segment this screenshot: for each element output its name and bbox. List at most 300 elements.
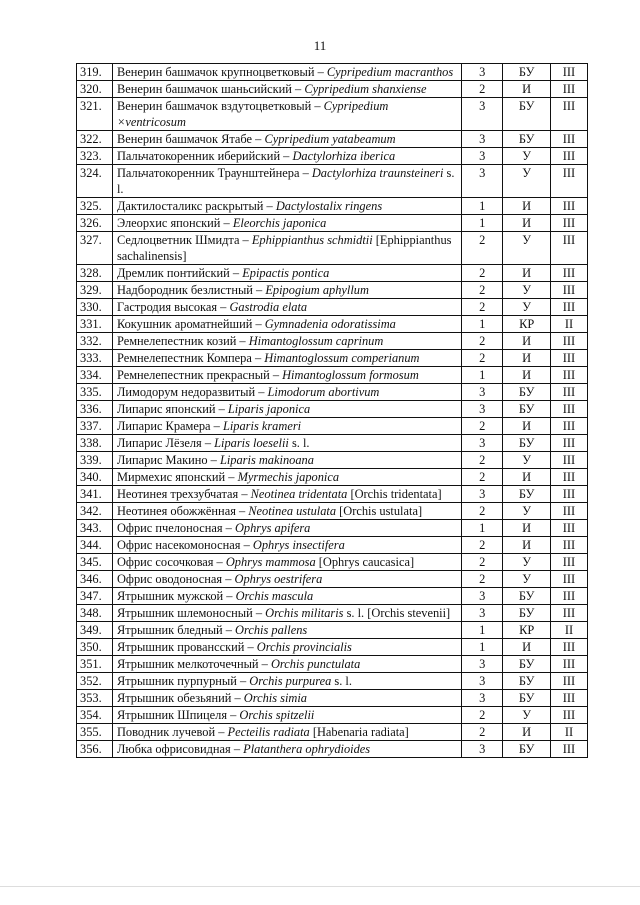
priority-value: III (550, 350, 587, 367)
russian-name: Ятрышник пурпурный (116, 674, 237, 688)
priority-value: III (550, 605, 587, 622)
russian-name: Ремнелепестник прекрасный (116, 368, 270, 382)
species-name (112, 418, 461, 435)
table-row (77, 537, 588, 554)
priority-value: III (550, 333, 587, 350)
table-row (77, 81, 588, 98)
row-number: 350. (77, 639, 113, 656)
priority-value: III (550, 215, 587, 232)
russian-name: Липарис японский (116, 402, 216, 416)
status-value: И (503, 639, 551, 656)
russian-name: Венерин башмачок крупноцветковый (116, 65, 315, 79)
status-value: БУ (503, 486, 551, 503)
category-value: 3 (462, 588, 503, 605)
status-value: И (503, 333, 551, 350)
name-separator: – (252, 283, 266, 297)
category-value: 2 (462, 418, 503, 435)
name-note: [Ophrys caucasica] (315, 555, 415, 569)
latin-name: Himantoglossum caprinum (248, 334, 384, 348)
status-value: БУ (503, 741, 551, 758)
latin-name: Himantoglossum formosum (282, 368, 419, 382)
table-row (77, 367, 588, 384)
row-number: 346. (77, 571, 113, 588)
priority-value: III (550, 232, 587, 265)
latin-name: Orchis spitzelii (239, 708, 315, 722)
name-separator: – (227, 708, 240, 722)
name-note: s. l. [Orchis stevenii] (343, 606, 451, 620)
latin-name: Pecteilis radiata (227, 725, 310, 739)
species-name (112, 215, 461, 232)
latin-name: Orchis purpurea (249, 674, 332, 688)
status-value: И (503, 215, 551, 232)
name-separator: – (269, 368, 283, 382)
row-number: 354. (77, 707, 113, 724)
category-value: 3 (462, 605, 503, 622)
category-value: 2 (462, 724, 503, 741)
russian-name: Ятрышник Шпицеля (116, 708, 228, 722)
priority-value: III (550, 486, 587, 503)
species-name (112, 64, 461, 81)
name-note: s. l. (331, 674, 352, 688)
status-value: У (503, 299, 551, 316)
species-name (112, 537, 461, 554)
name-separator: – (252, 132, 265, 146)
page-number: 11 (313, 38, 327, 53)
status-value: БУ (503, 656, 551, 673)
row-number: 356. (77, 741, 113, 758)
name-separator: – (238, 487, 251, 501)
russian-name: Ятрышник бледный (116, 623, 223, 637)
table-row (77, 520, 588, 537)
table-row (77, 418, 588, 435)
status-value: БУ (503, 131, 551, 148)
table-row (77, 435, 588, 452)
status-value: БУ (503, 588, 551, 605)
species-name (112, 98, 461, 131)
row-number: 335. (77, 384, 113, 401)
russian-name: Элеорхис японский (116, 216, 221, 230)
name-separator: – (215, 725, 228, 739)
species-name (112, 282, 461, 299)
category-value: 2 (462, 333, 503, 350)
latin-name: Orchis mascula (235, 589, 314, 603)
row-number: 327. (77, 232, 113, 265)
row-number: 342. (77, 503, 113, 520)
name-note: s. l. (116, 166, 455, 196)
row-number: 320. (77, 81, 113, 98)
name-separator: – (252, 606, 266, 620)
table-row (77, 673, 588, 690)
name-separator: – (299, 166, 312, 180)
status-value: И (503, 367, 551, 384)
latin-name: Orchis provincialis (256, 640, 352, 654)
russian-name: Ятрышник мужской (116, 589, 224, 603)
russian-name: Пальчатокоренник Траунштейнера (116, 166, 300, 180)
table-row (77, 571, 588, 588)
status-value: И (503, 198, 551, 215)
row-number: 336. (77, 401, 113, 418)
russian-name: Неотинея обожжённая (116, 504, 236, 518)
table-row (77, 469, 588, 486)
row-number: 331. (77, 316, 113, 333)
priority-value: III (550, 554, 587, 571)
russian-name: Кокушник ароматнейший (116, 317, 253, 331)
status-value: У (503, 148, 551, 165)
table-row (77, 333, 588, 350)
latin-name: Cypripedium yatabeamum (264, 132, 396, 146)
table-row (77, 639, 588, 656)
russian-name: Офрис пчелоносная (116, 521, 223, 535)
status-value: У (503, 707, 551, 724)
table-row (77, 707, 588, 724)
row-number: 344. (77, 537, 113, 554)
russian-name: Дремлик понтийский (116, 266, 230, 280)
priority-value: III (550, 131, 587, 148)
latin-name: Liparis japonica (227, 402, 311, 416)
name-note: s. l. (288, 436, 310, 450)
category-value: 2 (462, 265, 503, 282)
status-value: БУ (503, 690, 551, 707)
category-value: 3 (462, 656, 503, 673)
name-separator: – (244, 640, 257, 654)
latin-name: Ophrys apifera (234, 521, 311, 535)
table-row (77, 131, 588, 148)
status-value: И (503, 81, 551, 98)
russian-name: Ремнелепестник Компера (116, 351, 252, 365)
table-row (77, 299, 588, 316)
species-name (112, 316, 461, 333)
row-number: 332. (77, 333, 113, 350)
species-name (112, 367, 461, 384)
table-row (77, 282, 588, 299)
category-value: 3 (462, 435, 503, 452)
table-row (77, 316, 588, 333)
name-separator: – (291, 82, 305, 96)
status-value: И (503, 520, 551, 537)
row-number: 322. (77, 131, 113, 148)
row-number: 328. (77, 265, 113, 282)
category-value: 2 (462, 232, 503, 265)
category-value: 3 (462, 64, 503, 81)
page-bottom-edge (0, 886, 640, 887)
species-name (112, 656, 461, 673)
priority-value: III (550, 265, 587, 282)
category-value: 1 (462, 639, 503, 656)
table-row (77, 690, 588, 707)
row-number: 351. (77, 656, 113, 673)
priority-value: III (550, 690, 587, 707)
priority-value: III (550, 165, 587, 198)
species-name (112, 148, 461, 165)
latin-name: Ephippianthus schmidtii (251, 233, 373, 247)
species-name (112, 622, 461, 639)
row-number: 349. (77, 622, 113, 639)
table-row (77, 64, 588, 81)
row-number: 334. (77, 367, 113, 384)
latin-name: Gymnadenia odoratissima (264, 317, 396, 331)
name-separator: – (201, 436, 215, 450)
category-value: 1 (462, 215, 503, 232)
row-number: 338. (77, 435, 113, 452)
category-value: 2 (462, 452, 503, 469)
species-name (112, 165, 461, 198)
table-row (77, 724, 588, 741)
russian-name: Венерин башмачок Ятабе (116, 132, 253, 146)
table-row (77, 486, 588, 503)
name-note: [Orchis tridentata] (347, 487, 442, 501)
name-separator: – (239, 233, 252, 247)
category-value: 2 (462, 350, 503, 367)
priority-value: II (550, 724, 587, 741)
category-value: 2 (462, 503, 503, 520)
row-number: 340. (77, 469, 113, 486)
table-row (77, 622, 588, 639)
name-separator: – (263, 199, 276, 213)
species-name (112, 605, 461, 622)
name-separator: – (236, 334, 249, 348)
species-name (112, 299, 461, 316)
row-number: 321. (77, 98, 113, 131)
priority-value: III (550, 148, 587, 165)
status-value: БУ (503, 98, 551, 131)
row-number: 339. (77, 452, 113, 469)
russian-name: Венерин башмачок вздутоцветковый (116, 99, 312, 113)
table-row (77, 98, 588, 131)
category-value: 2 (462, 554, 503, 571)
row-number: 326. (77, 215, 113, 232)
table-row (77, 350, 588, 367)
latin-name: Neotinea ustulata (248, 504, 337, 518)
name-note: [Orchis ustulata] (336, 504, 423, 518)
latin-name: Ophrys mammosa (225, 555, 316, 569)
row-number: 355. (77, 724, 113, 741)
row-number: 347. (77, 588, 113, 605)
priority-value: III (550, 435, 587, 452)
russian-name: Мирмехис японский (116, 470, 226, 484)
priority-value: III (550, 656, 587, 673)
status-value: БУ (503, 64, 551, 81)
russian-name: Гастродия высокая (116, 300, 218, 314)
status-value: И (503, 350, 551, 367)
category-value: 2 (462, 81, 503, 98)
row-number: 352. (77, 673, 113, 690)
row-number: 345. (77, 554, 113, 571)
priority-value: III (550, 520, 587, 537)
category-value: 2 (462, 571, 503, 588)
russian-name: Любка офрисовидная (116, 742, 231, 756)
latin-name: Cypripedium shanxiense (304, 82, 427, 96)
species-name (112, 81, 461, 98)
name-separator: – (217, 300, 230, 314)
species-name (112, 469, 461, 486)
status-value: И (503, 469, 551, 486)
category-value: 3 (462, 741, 503, 758)
name-separator: – (215, 402, 228, 416)
name-note: [Ephippianthus sachalinensis] (116, 233, 452, 263)
russian-name: Ремнелепестник козий (116, 334, 237, 348)
table-row (77, 741, 588, 758)
category-value: 3 (462, 148, 503, 165)
row-number: 343. (77, 520, 113, 537)
russian-name: Офрис сосочковая (116, 555, 214, 569)
russian-name: Ятрышник провансский (116, 640, 245, 654)
name-separator: – (235, 504, 249, 518)
priority-value: II (550, 622, 587, 639)
russian-name: Поводник лучевой (116, 725, 216, 739)
latin-name: Cypripedium ×ventricosum (116, 99, 389, 129)
name-separator: – (231, 691, 244, 705)
latin-name: Orchis pallens (235, 623, 308, 637)
status-value: И (503, 537, 551, 554)
priority-value: III (550, 673, 587, 690)
name-separator: – (207, 453, 220, 467)
priority-value: III (550, 707, 587, 724)
category-value: 3 (462, 401, 503, 418)
category-value: 3 (462, 673, 503, 690)
russian-name: Ятрышник шлемоносный (116, 606, 253, 620)
species-name (112, 486, 461, 503)
row-number: 325. (77, 198, 113, 215)
species-table-body (77, 64, 588, 758)
row-number: 341. (77, 486, 113, 503)
category-value: 3 (462, 384, 503, 401)
russian-name: Липарис Крамера (116, 419, 211, 433)
status-value: У (503, 452, 551, 469)
name-separator: – (220, 216, 233, 230)
latin-name: Platanthera ophrydioides (243, 742, 371, 756)
species-table (76, 63, 588, 758)
status-value: И (503, 418, 551, 435)
priority-value: III (550, 571, 587, 588)
priority-value: III (550, 367, 587, 384)
name-separator: – (210, 419, 223, 433)
latin-name: Liparis krameri (222, 419, 302, 433)
name-separator: – (223, 589, 236, 603)
status-value: КР (503, 622, 551, 639)
species-name (112, 673, 461, 690)
name-separator: – (222, 572, 235, 586)
name-separator: – (255, 385, 268, 399)
table-row (77, 232, 588, 265)
latin-name: Myrmechis japonica (237, 470, 340, 484)
status-value: КР (503, 316, 551, 333)
table-row (77, 588, 588, 605)
priority-value: III (550, 81, 587, 98)
latin-name: Ophrys insectifera (252, 538, 345, 552)
table-row (77, 503, 588, 520)
name-separator: – (222, 521, 235, 535)
status-value: У (503, 554, 551, 571)
status-value: БУ (503, 435, 551, 452)
category-value: 3 (462, 131, 503, 148)
table-row (77, 384, 588, 401)
table-row (77, 605, 588, 622)
row-number: 323. (77, 148, 113, 165)
priority-value: III (550, 639, 587, 656)
latin-name: Dactylorhiza traunsteineri (311, 166, 444, 180)
latin-name: Orchis militaris (265, 606, 344, 620)
species-name (112, 707, 461, 724)
status-value: У (503, 282, 551, 299)
species-name (112, 333, 461, 350)
latin-name: Neotinea tridentata (250, 487, 348, 501)
table-row (77, 148, 588, 165)
priority-value: III (550, 198, 587, 215)
latin-name: Dactylostalix ringens (275, 199, 383, 213)
species-name (112, 503, 461, 520)
category-value: 1 (462, 520, 503, 537)
russian-name: Ятрышник мелкоточечный (116, 657, 259, 671)
status-value: У (503, 571, 551, 588)
table-row (77, 165, 588, 198)
category-value: 2 (462, 707, 503, 724)
row-number: 353. (77, 690, 113, 707)
priority-value: III (550, 741, 587, 758)
category-value: 1 (462, 622, 503, 639)
latin-name: Eleorchis japonica (232, 216, 327, 230)
name-separator: – (311, 99, 324, 113)
species-name (112, 350, 461, 367)
name-separator: – (252, 317, 265, 331)
priority-value: III (550, 469, 587, 486)
category-value: 3 (462, 486, 503, 503)
priority-value: II (550, 316, 587, 333)
latin-name: Liparis makinoana (219, 453, 314, 467)
name-separator: – (230, 742, 244, 756)
category-value: 3 (462, 690, 503, 707)
russian-name: Пальчатокоренник иберийский (116, 149, 281, 163)
priority-value: III (550, 537, 587, 554)
latin-name: Liparis loeselii (214, 436, 289, 450)
species-name (112, 232, 461, 265)
table-row (77, 554, 588, 571)
category-value: 3 (462, 98, 503, 131)
table-row (77, 401, 588, 418)
name-separator: – (314, 65, 327, 79)
row-number: 348. (77, 605, 113, 622)
species-name (112, 452, 461, 469)
priority-value: III (550, 401, 587, 418)
species-name (112, 435, 461, 452)
russian-name: Неотинея трехзубчатая (116, 487, 239, 501)
latin-name: Gastrodia elata (229, 300, 308, 314)
status-value: БУ (503, 401, 551, 418)
latin-name: Orchis punctulata (270, 657, 361, 671)
category-value: 2 (462, 299, 503, 316)
category-value: 1 (462, 198, 503, 215)
latin-name: Limodorum abortivum (267, 385, 380, 399)
name-separator: – (225, 470, 238, 484)
species-name (112, 690, 461, 707)
category-value: 2 (462, 537, 503, 554)
table-row (77, 215, 588, 232)
category-value: 2 (462, 469, 503, 486)
species-name (112, 265, 461, 282)
category-value: 1 (462, 367, 503, 384)
latin-name: Cypripedium macranthos (326, 65, 454, 79)
priority-value: III (550, 588, 587, 605)
latin-name: Epipactis pontica (242, 266, 330, 280)
latin-name: Orchis simia (243, 691, 307, 705)
russian-name: Ятрышник обезьяний (116, 691, 232, 705)
name-separator: – (240, 538, 253, 552)
status-value: БУ (503, 605, 551, 622)
species-name (112, 131, 461, 148)
name-note: [Habenaria radiata] (309, 725, 409, 739)
category-value: 1 (462, 316, 503, 333)
species-name (112, 588, 461, 605)
name-separator: – (213, 555, 226, 569)
